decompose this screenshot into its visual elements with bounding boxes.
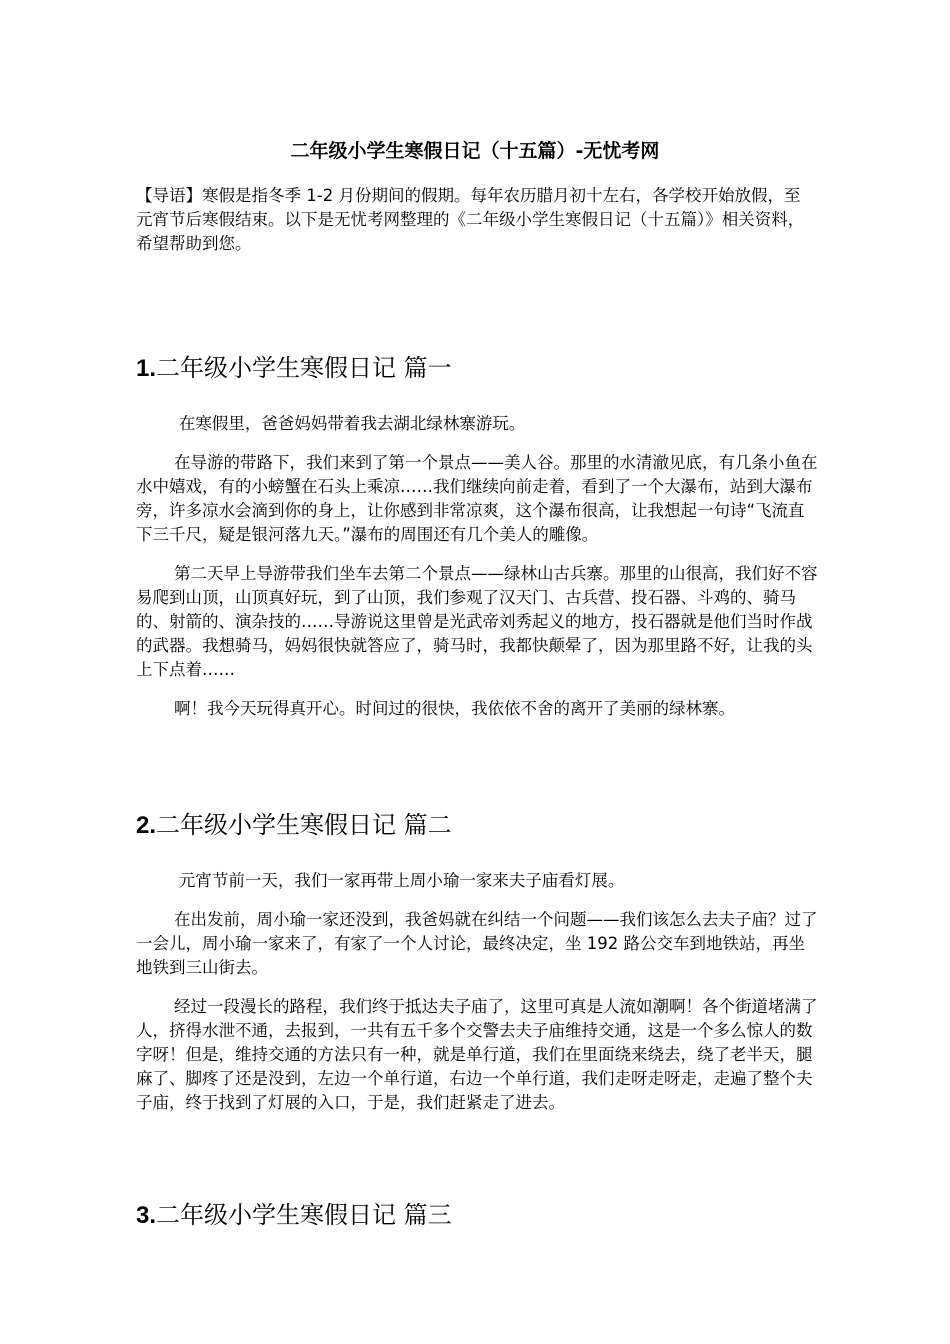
section-2 bbox=[136, 808, 818, 1115]
section-number: 1. bbox=[136, 355, 157, 382]
paragraph: 经过一段漫长的路程，我们终于抵达夫子庙了，这里可真是人流如潮啊！各个街道堵满了人，挤得水泄不通，去报到，一共有五千多个交警去夫子庙维持交通，这是一个多么惊人的数字呀！但是，维持交通的方法只有一种，就是单行道，我们在里面绕来绕去，绕了老半天，腿麻了、脚疼了还是没到，左边一个单行道，右边一个单行道，我们走呀走呀走，走遍了整个夫子庙，终于找到了灯展的入口，于是，我们赶紧走了进去。 bbox=[136, 997, 818, 1112]
section-1 bbox=[136, 351, 818, 721]
paragraph: 元宵节前一天，我们一家再带上周小瑜一家来夫子庙看灯展。 bbox=[178, 871, 625, 890]
section-heading bbox=[136, 808, 818, 843]
document-title: 二年级小学生寒假日记（十五篇）-无忧考网 bbox=[290, 140, 660, 162]
paragraph: 在寒假里，爸爸妈妈带着我去湖北绿林寨游玩。 bbox=[178, 414, 526, 433]
section-number: 3. bbox=[136, 1202, 157, 1229]
section-title: 二年级小学生寒假日记 篇一 bbox=[156, 354, 452, 382]
intro-paragraph: 【导语】寒假是指冬季 1-2 月份期间的假期。每年农历腊月初十左右，各学校开始放假，至元宵节后寒假结束。以下是无忧考网整理的《二年级小学生寒假日记（十五篇）》相关资料，希望帮助到您。 bbox=[136, 186, 805, 253]
paragraph: 啊！我今天玩得真开心。时间过的很快，我依依不舍的离开了美丽的绿林寨。 bbox=[173, 699, 735, 718]
section-heading bbox=[136, 1198, 818, 1233]
paragraph: 在出发前，周小瑜一家还没到，我爸妈就在纠结一个问题——我们该怎么去夫子庙？过了一会儿，周小瑜一家来了，有家了一个人讨论，最终决定，坐 192 路公交车到地铁站，再坐地铁到三山街去。 bbox=[136, 910, 818, 977]
section-number: 2. bbox=[136, 812, 157, 839]
section-title: 二年级小学生寒假日记 篇二 bbox=[156, 811, 452, 839]
section-heading bbox=[136, 351, 818, 386]
section-3 bbox=[136, 1198, 818, 1233]
section-title: 二年级小学生寒假日记 篇三 bbox=[156, 1201, 452, 1229]
paragraph: 在导游的带路下，我们来到了第一个景点——美人谷。那里的水清澈见底，有几条小鱼在水中嬉戏，有的小螃蟹在石头上乘凉……我们继续向前走着，看到了一个大瀑布，站到大瀑布旁，许多凉水会滴到你的身上，让你感到非常凉爽，这个瀑布很高，让我想起一句诗“飞流直下三千尺，疑是银河落九天。”瀑布的周围还有几个美人的雕像。 bbox=[136, 453, 818, 544]
paragraph: 第二天早上导游带我们坐车去第二个景点——绿林山古兵寨。那里的山很高，我们好不容易爬到山顶，山顶真好玩，到了山顶，我们参观了汉天门、古兵营、投石器、斗鸡的、骑马的、射箭的、演杂技的……导游说这里曾是光武帝刘秀起义的地方，投石器就是他们当时作战的武器。我想骑马，妈妈很快就答应了，骑马时，我都快颠晕了，因为那里路不好，让我的头上下点着…… bbox=[136, 564, 818, 679]
